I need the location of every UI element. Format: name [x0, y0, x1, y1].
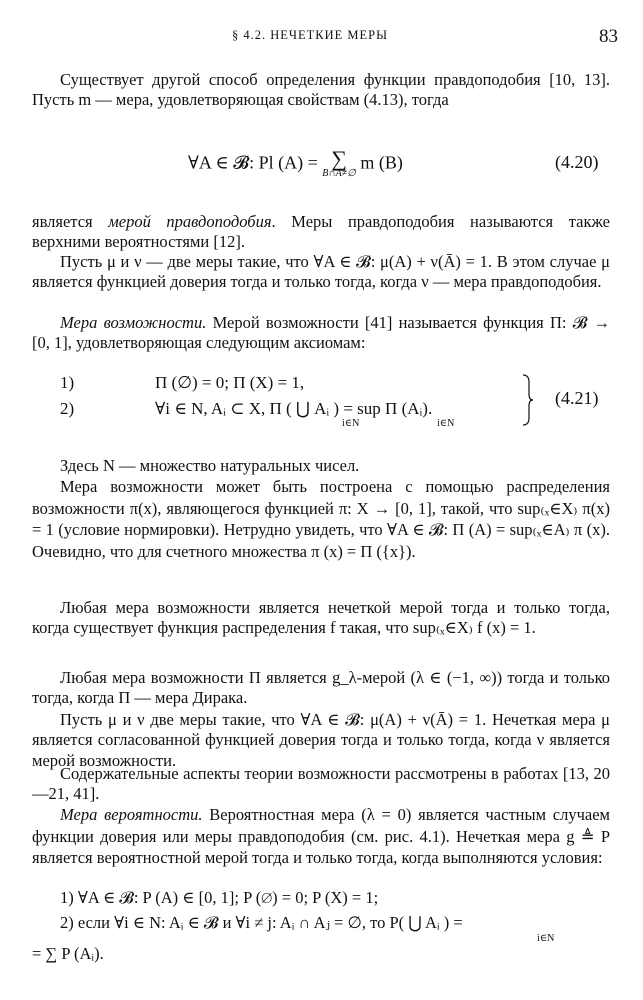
paragraph-natural-numbers: Здесь N — множество натуральных чисел.	[60, 456, 360, 475]
condition-2-continued: = ∑ P (Aᵢ).	[32, 944, 104, 963]
paragraph-consistent: Пусть μ и ν две меры такие, что ∀A ∈ 𝓑: μ(A) + ν(Ā) = 1. Нечеткая мера μ является согласованной функцией доверия тогда и только тогда, когда ν является мерой возможности.	[32, 710, 610, 770]
equation-number-4-21: (4.21)	[555, 388, 599, 408]
page-header	[60, 26, 618, 50]
union-subscript-2: i∈N	[537, 933, 555, 944]
condition-2: 2) если ∀i ∈ N: Aᵢ ∈ 𝓑 и ∀i ≠ j: Aᵢ ∩ Aⱼ = ∅, то P( ⋃ Aᵢ ) =	[60, 913, 463, 932]
equation-number-4-20: (4.20)	[555, 152, 599, 172]
union-subscript: i∈N	[342, 418, 360, 429]
axiom-2: 2) ∀i ∈ N, Aᵢ ⊂ X, Π ( ⋃ Aᵢ ) = sup Π (Aᵢ).	[60, 399, 433, 418]
paragraph-intro: Существует другой способ определения функции правдоподобия [10, 13]. Пусть m — мера, удовлетворяющая свойствам (4.13), тогда	[32, 70, 610, 110]
condition-1: 1) ∀A ∈ 𝓑: P (A) ∈ [0, 1]; P (∅) = 0; P (X) = 1;	[60, 888, 379, 907]
term-plausibility-measure: мерой правдоподобия	[108, 212, 272, 231]
right-brace	[522, 374, 534, 426]
term-possibility-measure: Мера возможности.	[60, 313, 207, 332]
paragraph-possibility-def: Мера возможности. Мерой возможности [41] называется функция Π: 𝓑 → [0, 1], удовлетворяющая следующим аксиомам:	[32, 313, 611, 353]
paragraph-dual-measures: Пусть μ и ν — две меры такие, что ∀A ∈ 𝓑: μ(A) + ν(Ā) = 1. В этом случае μ является функцией доверия тогда и только тогда, когда ν — мера правдоподобия.	[32, 252, 610, 292]
term-probability-measure: Мера вероятности.	[60, 805, 203, 824]
axiom-1: 1) Π (∅) = 0; Π (X) = 1,	[60, 373, 305, 392]
paragraph-probability: Мера вероятности. Вероятностная мера (λ = 0) является частным случаем функции доверия или меры правдоподобия (см. рис. 4.1). Нечеткая мера g ≜ P является вероятностной мерой тогда и только тогда, когда выполняются условия:	[32, 805, 610, 867]
running-head: § 4.2. НЕЧЕТКИЕ МЕРЫ	[232, 28, 389, 42]
paragraph-fuzzy-measure: Любая мера возможности является нечеткой мерой тогда и только тогда, когда существует функция распределения f такая, что sup₍ₓ∈X₎ f (x) = 1.	[32, 598, 610, 638]
paragraph-literature: Содержательные аспекты теории возможности рассмотрены в работах [13, 20—21, 41].	[32, 764, 610, 804]
paragraph-distribution: Мера возможности может быть построена с помощью распределения возможности π(x), являющегося функцией π: X → [0, 1], такой, что sup₍ₓ∈X₎ π(x) = 1 (условие нормировки). Нетрудно увидеть, что ∀A ∈ 𝓑: Π (A) = sup₍ₓ∈A₎ π (x). Очевидно, что для счетного множества π (x) = Π ({x}).	[32, 477, 610, 561]
paragraph-plausibility: является мерой правдоподобия. Меры правдоподобия называются также верхними вероятностями [12].	[32, 212, 610, 252]
page-number: 83	[599, 26, 618, 47]
sup-subscript: i∈N	[437, 418, 455, 429]
sum-operator: ∑ B∩A≠∅	[322, 146, 356, 179]
formula-4-20: ∀A ∈ 𝓑: Pl (A) = ∑ B∩A≠∅ m (B)	[188, 146, 403, 179]
paragraph-dirac: Любая мера возможности Π является g_λ-мерой (λ ∈ (−1, ∞)) тогда и только тогда, когда Π — мера Дирака.	[32, 668, 610, 708]
